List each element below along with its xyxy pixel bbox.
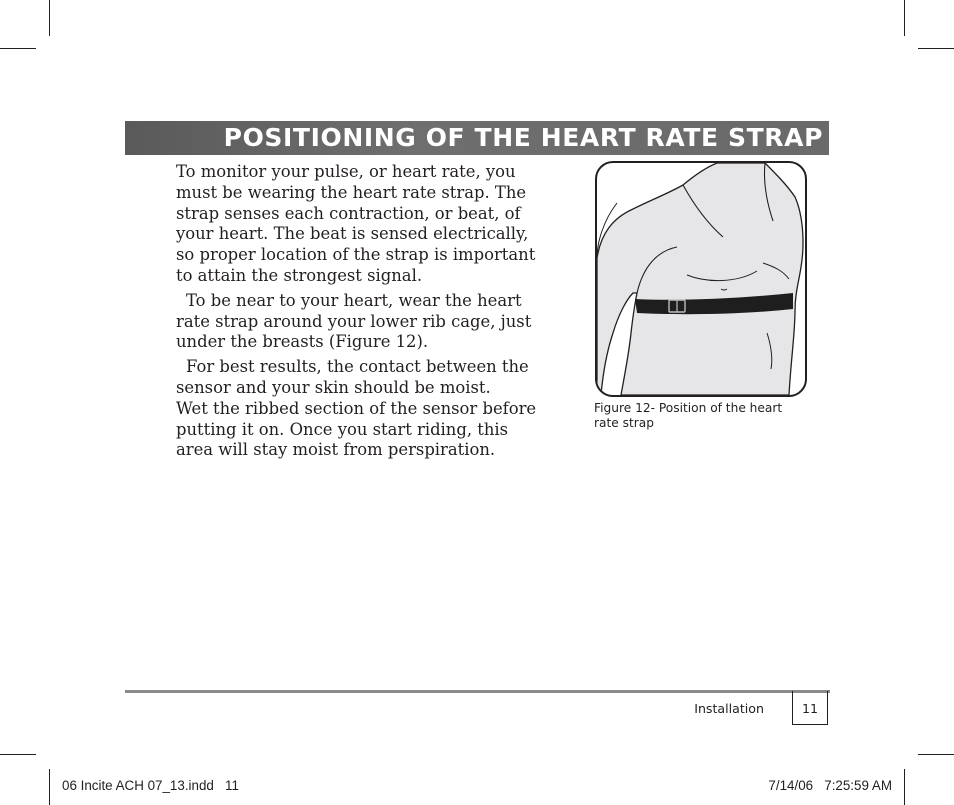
text-line: your heart. The beat is sensed electrically, bbox=[176, 224, 529, 244]
caption-line: Figure 12- Position of the heart bbox=[594, 401, 783, 415]
footer-rule bbox=[125, 690, 830, 693]
text-line: To be near to your heart, wear the heart bbox=[186, 290, 522, 310]
section-title-bar bbox=[125, 121, 829, 155]
print-slug-filename: 06 Incite ACH 07_13.indd 11 bbox=[62, 778, 239, 793]
crop-mark bbox=[0, 48, 36, 49]
section-title: POSITIONING OF THE HEART RATE STRAP bbox=[223, 123, 823, 152]
text-line: must be wearing the heart rate strap. The bbox=[176, 182, 527, 202]
crop-mark bbox=[0, 754, 36, 755]
crop-mark bbox=[918, 754, 954, 755]
crop-mark bbox=[918, 48, 954, 49]
crop-mark bbox=[49, 769, 50, 805]
text-line: rate strap around your lower rib cage, just bbox=[176, 311, 532, 331]
text-line: putting it on. Once you start riding, this bbox=[176, 419, 509, 439]
footer-section-name: Installation bbox=[694, 701, 764, 716]
paragraph bbox=[176, 357, 588, 461]
figure-caption bbox=[594, 401, 809, 431]
paragraph bbox=[176, 162, 588, 287]
torso-with-strap-illustration bbox=[597, 163, 805, 395]
text-line: so proper location of the strap is important bbox=[176, 245, 536, 265]
text-line: Wet the ribbed section of the sensor before bbox=[176, 398, 537, 418]
figure-12-frame bbox=[595, 161, 807, 397]
print-slug-timestamp: 7/14/06 7:25:59 AM bbox=[768, 778, 892, 793]
crop-mark bbox=[904, 769, 905, 805]
body-text bbox=[176, 162, 588, 465]
crop-mark bbox=[49, 0, 50, 36]
text-line: to attain the strongest signal. bbox=[176, 265, 423, 285]
text-line: To monitor your pulse, or heart rate, you bbox=[176, 162, 516, 181]
text-line: under the breasts (Figure 12). bbox=[176, 332, 429, 352]
crop-mark bbox=[904, 0, 905, 36]
page-number: 11 bbox=[792, 691, 828, 725]
paragraph bbox=[176, 291, 588, 353]
caption-line: rate strap bbox=[594, 416, 654, 430]
text-line: For best results, the contact between the bbox=[186, 357, 529, 377]
text-line: area will stay moist from perspiration. bbox=[176, 440, 496, 460]
text-line: strap senses each contraction, or beat, of bbox=[176, 203, 521, 223]
text-line: sensor and your skin should be moist. bbox=[176, 377, 491, 397]
